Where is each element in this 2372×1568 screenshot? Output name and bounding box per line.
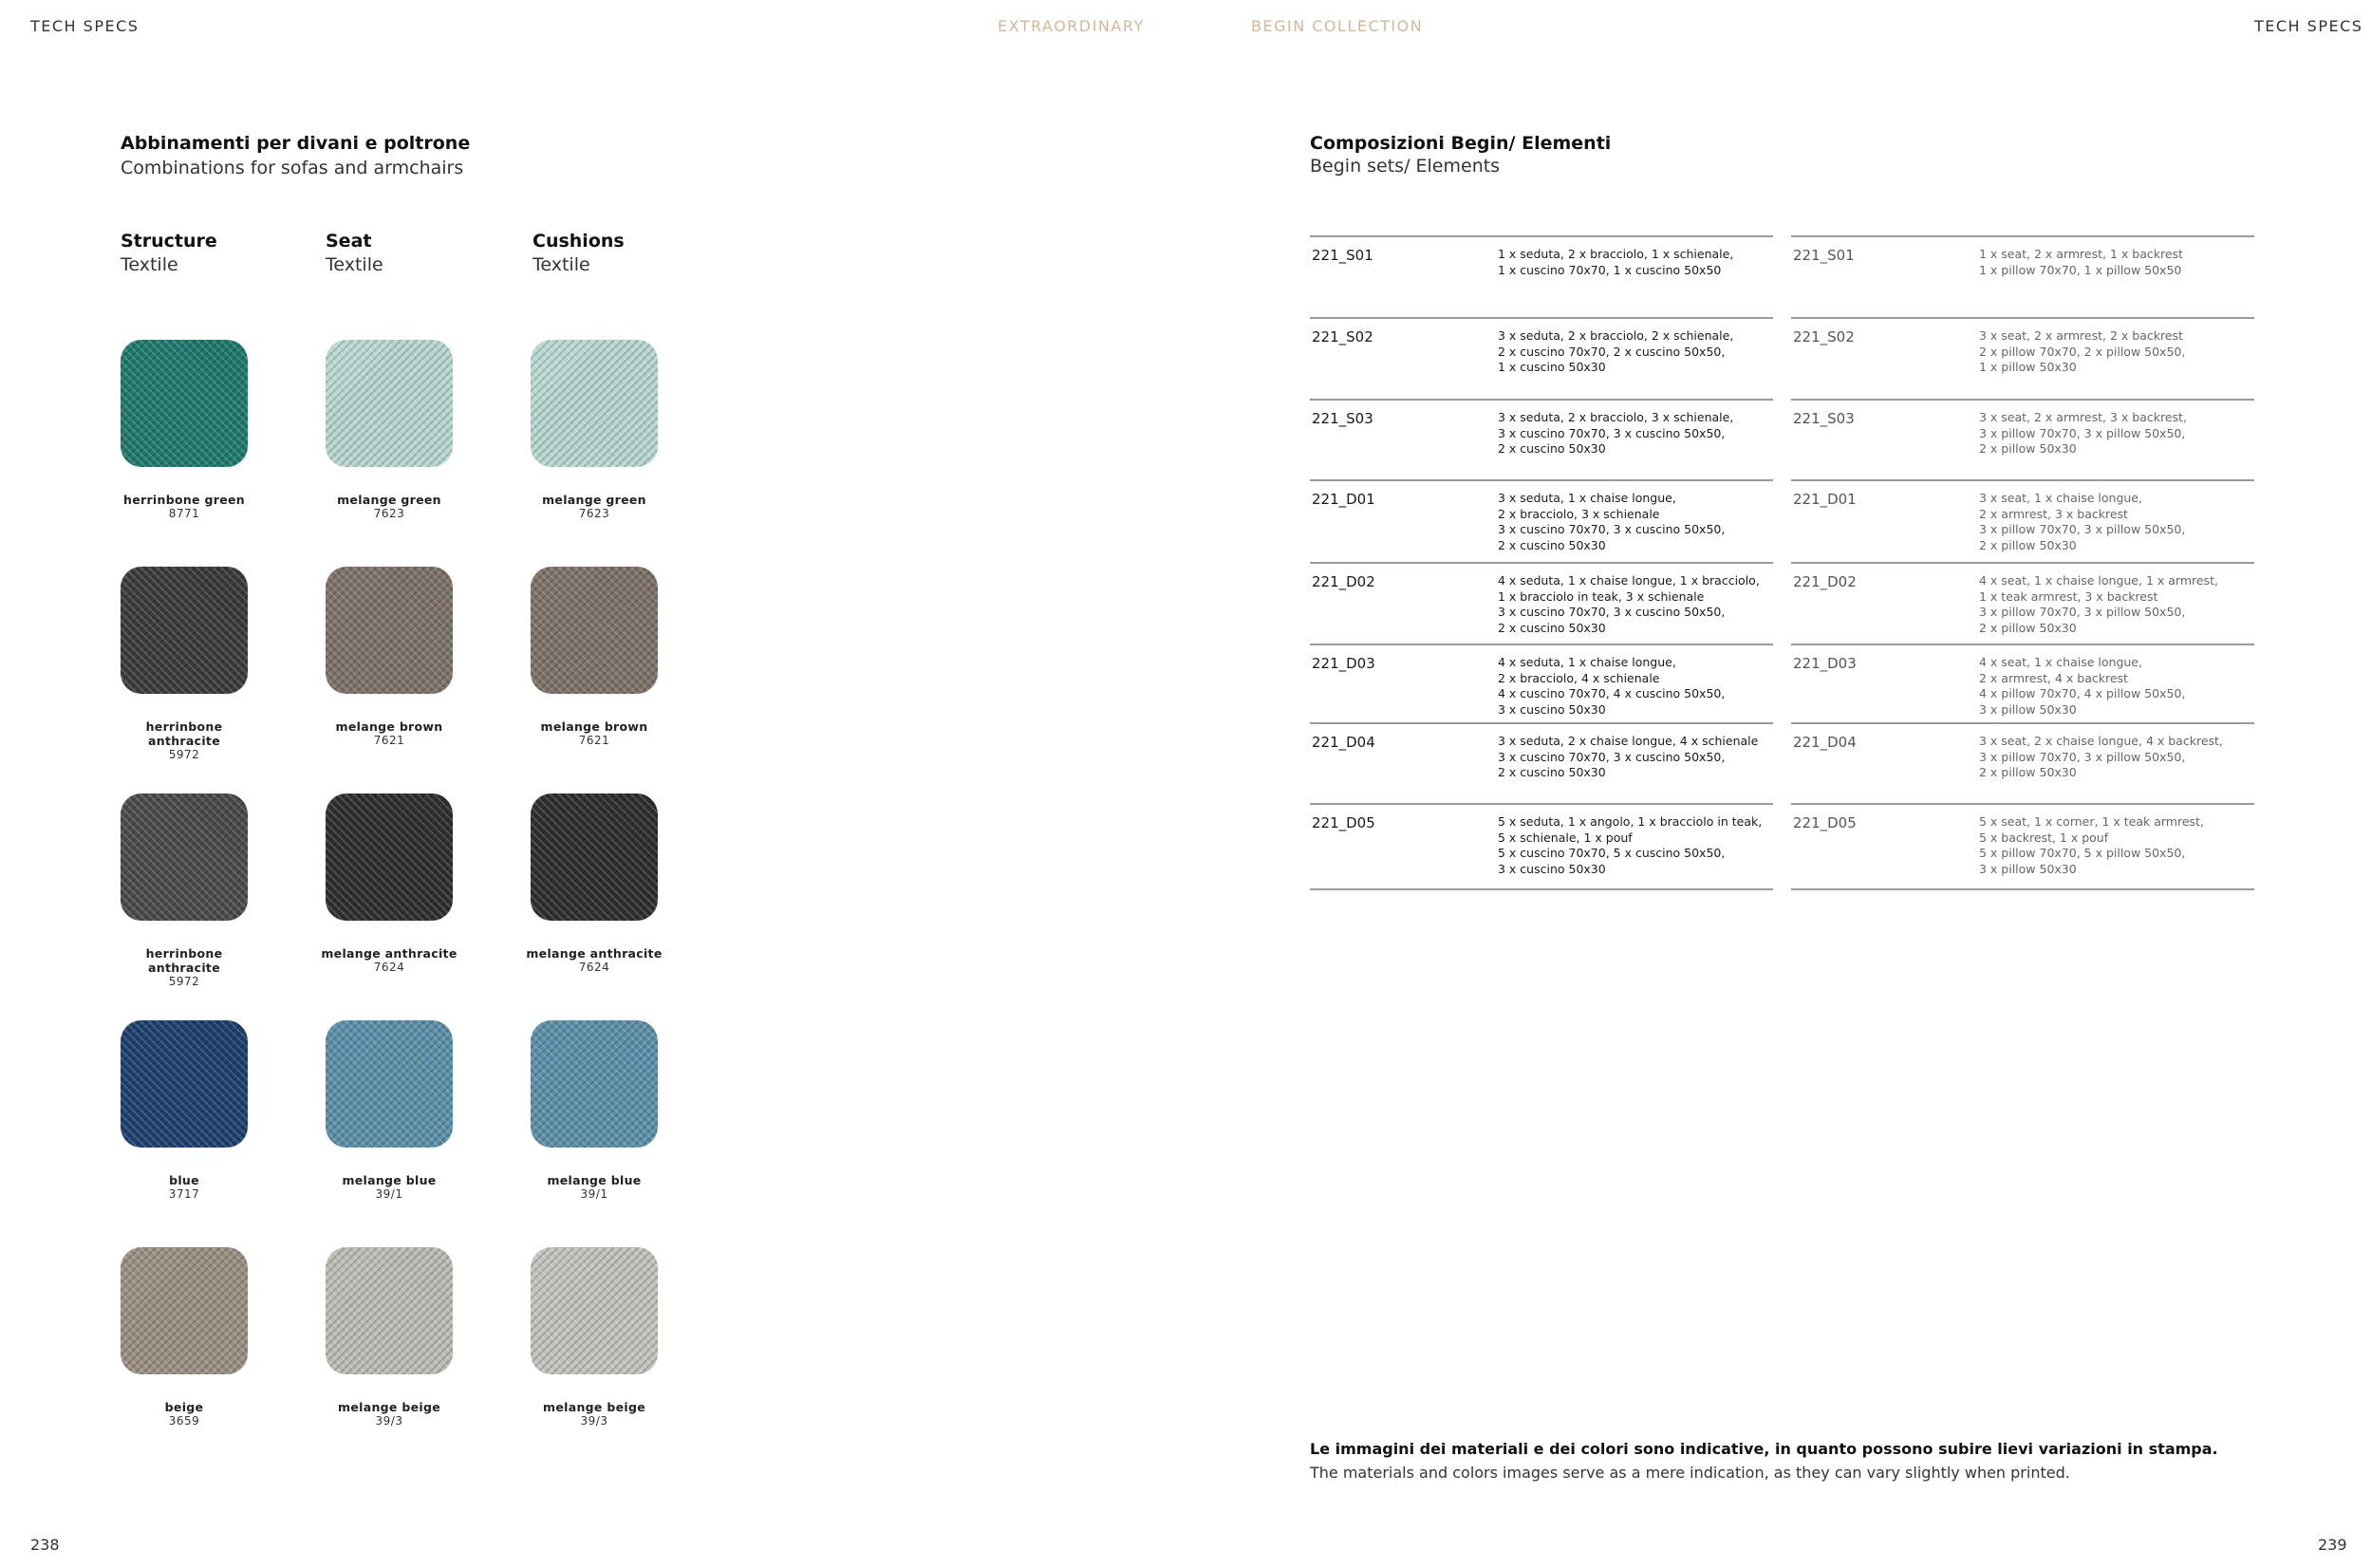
fabric-swatch[interactable] [318,793,460,975]
disclaimer-italian: Le immagini dei materiali e dei colori sono indicative, in quanto possono subire lievi variazioni in stampa. [1310,1440,2218,1458]
fabric-swatch[interactable] [318,340,460,521]
column-heading: Seat [326,231,372,252]
fabric-swatch[interactable] [318,1247,460,1428]
column-subheading: Textile [121,254,178,275]
header-extraordinary[interactable]: EXTRAORDINARY [998,17,1145,35]
set-description: 1 x seat, 2 x armrest, 1 x backrest 1 x pillow 70x70, 1 x pillow 50x50 [1979,247,2183,277]
fabric-swatch-name: melange blue [547,1173,642,1187]
fabric-swatch-code: 8771 [168,507,200,520]
fabric-swatch-name: melange beige [543,1400,645,1414]
fabric-swatch[interactable] [523,1020,665,1202]
fabric-swatch-name: melange blue [342,1173,437,1187]
fabric-swatch-image[interactable] [531,567,658,694]
fabric-swatch-image[interactable] [326,567,453,694]
fabric-swatch[interactable] [113,793,255,989]
fabric-swatch[interactable] [113,340,255,521]
fabric-swatch-name: herrinbone anthracite [145,946,223,975]
set-code: 221_S02 [1312,328,1373,345]
fabric-swatch-code: 7621 [373,734,405,747]
set-description: 5 x seduta, 1 x angolo, 1 x bracciolo in teak, 5 x schienale, 1 x pouf 5 x cuscino 70x70, 5 x cuscino 50x50, 3 x cuscino 50x30 [1498,814,1763,876]
table-row [1791,235,2254,319]
fabric-swatch[interactable] [523,1247,665,1428]
set-description: 3 x seduta, 1 x chaise longue, 2 x bracciolo, 3 x schienale 3 x cuscino 70x70, 3 x cuscino 50x50, 2 x cuscino 50x30 [1498,491,1726,552]
column-heading-cushions [532,231,722,275]
table-row [1310,479,1773,564]
fabric-swatch-name: beige [164,1400,204,1414]
right-title-en: Begin sets/ Elements [1310,156,1501,177]
fabric-swatch[interactable] [318,567,460,748]
set-description: 3 x seat, 1 x chaise longue, 2 x armrest, 3 x backrest 3 x pillow 70x70, 3 x pillow 50x50, 2 x pillow 50x30 [1979,491,2186,552]
table-row [1310,644,1773,724]
fabric-swatch-code: 7624 [373,961,405,974]
fabric-swatch-name: blue [169,1173,199,1187]
fabric-swatch-code: 7623 [373,507,405,520]
column-heading-structure [121,231,310,275]
set-description: 3 x seat, 2 x armrest, 3 x backrest, 3 x pillow 70x70, 3 x pillow 50x50, 2 x pillow 50x30 [1979,410,2187,456]
fabric-swatch-code: 39/3 [580,1414,608,1428]
column-subheading: Textile [326,254,383,275]
page-number-left: 238 [30,1536,60,1554]
fabric-swatch-image[interactable] [531,340,658,467]
table-row [1791,562,2254,645]
set-description: 3 x seat, 2 x chaise longue, 4 x backrest, 3 x pillow 70x70, 3 x pillow 50x50, 2 x pillow 50x30 [1979,734,2223,779]
fabric-swatch-code: 7621 [578,734,610,747]
fabric-swatch-image[interactable] [531,793,658,921]
fabric-swatch-image[interactable] [121,1020,248,1148]
fabric-swatch-name: melange beige [338,1400,440,1414]
set-code: 221_D01 [1312,491,1375,508]
fabric-swatch-image[interactable] [121,1247,248,1374]
header-right-label: TECH SPECS [2254,17,2363,35]
table-row [1310,399,1773,481]
set-description: 4 x seduta, 1 x chaise longue, 1 x bracciolo, 1 x bracciolo in teak, 3 x schienale 3 x cuscino 70x70, 3 x cuscino 50x50, 2 x cuscino 50x30 [1498,573,1760,635]
fabric-swatch-image[interactable] [326,1247,453,1374]
set-code: 221_D02 [1312,573,1375,590]
header-left-label: TECH SPECS [30,17,140,35]
left-title-en: Combinations for sofas and armchairs [121,158,464,178]
column-heading: Structure [121,231,217,252]
fabric-swatch-image[interactable] [326,793,453,921]
fabric-swatch-code: 3659 [168,1414,200,1428]
disclaimer-english: The materials and colors images serve as a mere indication, as they can vary slightly when printed. [1310,1464,2070,1482]
fabric-swatch[interactable] [318,1020,460,1202]
left-title-it: Abbinamenti per divani e poltrone [121,133,471,154]
fabric-swatch[interactable] [523,567,665,748]
fabric-swatch-code: 5972 [168,748,200,761]
table-row [1791,722,2254,805]
table-row [1791,399,2254,481]
fabric-swatch[interactable] [113,567,255,762]
fabric-swatch-code: 7624 [578,961,610,974]
table-row [1310,317,1773,401]
fabric-swatch-image[interactable] [531,1247,658,1374]
set-code: 221_D05 [1312,814,1375,831]
fabric-swatch-code: 7623 [578,507,610,520]
set-description: 5 x seat, 1 x corner, 1 x teak armrest, 5 x backrest, 1 x pouf 5 x pillow 70x70, 5 x pillow 50x50, 3 x pillow 50x30 [1979,814,2204,876]
fabric-swatch-name: herrinbone green [123,493,245,507]
set-description: 4 x seduta, 1 x chaise longue, 2 x bracciolo, 4 x schienale 4 x cuscino 70x70, 4 x cuscino 50x50, 3 x cuscino 50x30 [1498,655,1726,717]
fabric-swatch[interactable] [113,1247,255,1428]
fabric-swatch-image[interactable] [121,340,248,467]
set-code: 221_S02 [1793,328,1855,345]
right-title-it: Composizioni Begin/ Elementi [1310,133,1612,154]
fabric-swatch-name: melange brown [540,719,648,734]
fabric-swatch-name: herrinbone anthracite [145,719,223,748]
set-code: 221_D01 [1793,491,1857,508]
fabric-swatch-image[interactable] [326,340,453,467]
table-row [1310,722,1773,805]
set-code: 221_S01 [1793,247,1855,264]
page-number-right: 239 [2318,1536,2347,1554]
fabric-swatch[interactable] [523,340,665,521]
fabric-swatch-image[interactable] [531,1020,658,1148]
fabric-swatch-name: melange green [542,493,646,507]
fabric-swatch-code: 5972 [168,975,200,988]
header-begin-collection[interactable]: BEGIN COLLECTION [1251,17,1424,35]
table-row [1791,317,2254,401]
fabric-swatch-code: 39/1 [375,1187,403,1201]
column-heading: Cushions [532,231,625,252]
set-code: 221_D02 [1793,573,1857,590]
table-row [1791,644,2254,724]
fabric-swatch-code: 39/3 [375,1414,403,1428]
set-description: 3 x seduta, 2 x bracciolo, 3 x schienale, 3 x cuscino 70x70, 3 x cuscino 50x50, 2 x cuscino 50x30 [1498,410,1734,456]
set-description: 3 x seduta, 2 x bracciolo, 2 x schienale, 2 x cuscino 70x70, 2 x cuscino 50x50, 1 x cuscino 50x30 [1498,328,1734,374]
set-code: 221_D05 [1793,814,1857,831]
fabric-swatch-image[interactable] [326,1020,453,1148]
table-row [1310,562,1773,645]
fabric-swatch-code: 39/1 [580,1187,608,1201]
set-code: 221_D04 [1793,734,1857,751]
set-description: 4 x seat, 1 x chaise longue, 2 x armrest, 4 x backrest 4 x pillow 70x70, 4 x pillow 50x50, 3 x pillow 50x30 [1979,655,2186,717]
table-row [1791,803,2254,890]
fabric-swatch[interactable] [523,793,665,975]
set-code: 221_D04 [1312,734,1375,751]
fabric-swatch-name: melange anthracite [321,946,458,961]
set-code: 221_S01 [1312,247,1373,264]
column-subheading: Textile [532,254,590,275]
set-description: 4 x seat, 1 x chaise longue, 1 x armrest, 1 x teak armrest, 3 x backrest 3 x pillow 70x70, 3 x pillow 50x50, 2 x pillow 50x30 [1979,573,2218,635]
set-code: 221_D03 [1793,655,1857,672]
table-row [1310,235,1773,319]
column-heading-seat [326,231,515,275]
fabric-swatch[interactable] [113,1020,255,1202]
fabric-swatch-code: 3717 [168,1187,200,1201]
fabric-swatch-image[interactable] [121,793,248,921]
table-row [1791,479,2254,564]
fabric-swatch-name: melange brown [335,719,443,734]
set-code: 221_S03 [1312,410,1373,427]
set-description: 3 x seat, 2 x armrest, 2 x backrest 2 x pillow 70x70, 2 x pillow 50x50, 1 x pillow 50x30 [1979,328,2186,374]
table-row [1310,803,1773,890]
fabric-swatch-image[interactable] [121,567,248,694]
set-code: 221_S03 [1793,410,1855,427]
set-description: 1 x seduta, 2 x bracciolo, 1 x schienale, 1 x cuscino 70x70, 1 x cuscino 50x50 [1498,247,1734,277]
fabric-swatch-name: melange anthracite [526,946,663,961]
fabric-swatch-name: melange green [337,493,441,507]
set-description: 3 x seduta, 2 x chaise longue, 4 x schienale 3 x cuscino 70x70, 3 x cuscino 50x50, 2 x cuscino 50x30 [1498,734,1759,779]
set-code: 221_D03 [1312,655,1375,672]
